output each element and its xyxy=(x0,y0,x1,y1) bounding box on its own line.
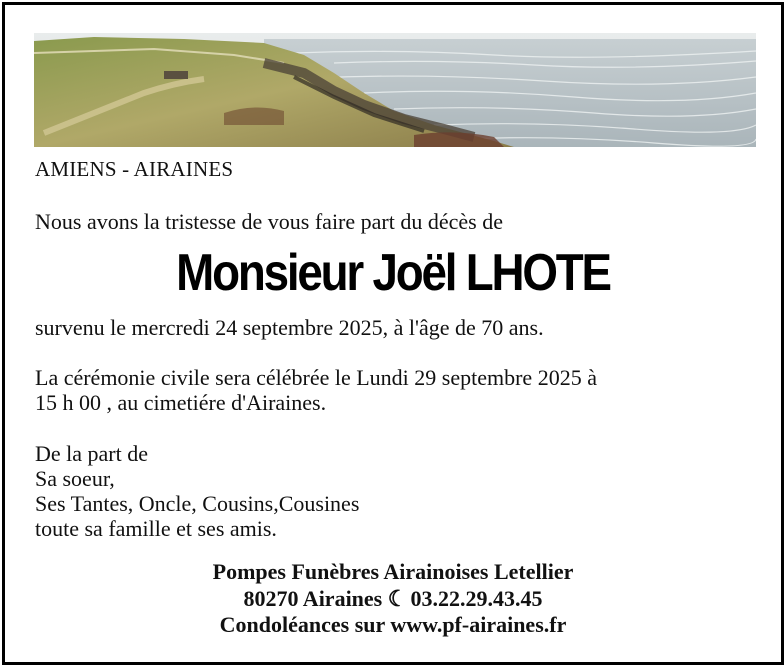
family-line-4: toute sa famille et ses amis. xyxy=(35,516,277,541)
coastal-landscape-image xyxy=(34,33,756,147)
funeral-home-name: Pompes Funèbres Airainoises Letellier xyxy=(212,559,574,584)
obituary-frame xyxy=(2,2,784,665)
ceremony-line-2: 15 h 00 , au cimetiére d'Airaines. xyxy=(35,390,327,415)
condolences-line: Condoléances sur www.pf-airaines.fr xyxy=(219,612,567,637)
funeral-home-address: 80270 Airaines xyxy=(243,586,383,611)
funeral-home-phone: 03.22.29.43.45 xyxy=(410,586,543,611)
funeral-home-contact xyxy=(5,586,781,612)
family-line-1: De la part de xyxy=(35,441,148,466)
intro-text: Nous avons la tristesse de vous faire part du décès de xyxy=(35,209,503,234)
death-details: survenu le mercredi 24 septembre 2025, à l'âge de 70 ans. xyxy=(35,315,544,340)
family-line-2: Sa soeur, xyxy=(35,466,115,491)
ceremony-line-1: La cérémonie civile sera célébrée le Lundi 29 septembre 2025 à xyxy=(35,365,597,390)
family-line-3: Ses Tantes, Oncle, Cousins,Cousines xyxy=(35,491,360,516)
deceased-name: Monsieur Joël LHOTE xyxy=(176,244,610,302)
phone-icon: ☾ xyxy=(387,586,408,611)
location-heading: AMIENS - AIRAINES xyxy=(35,157,234,181)
